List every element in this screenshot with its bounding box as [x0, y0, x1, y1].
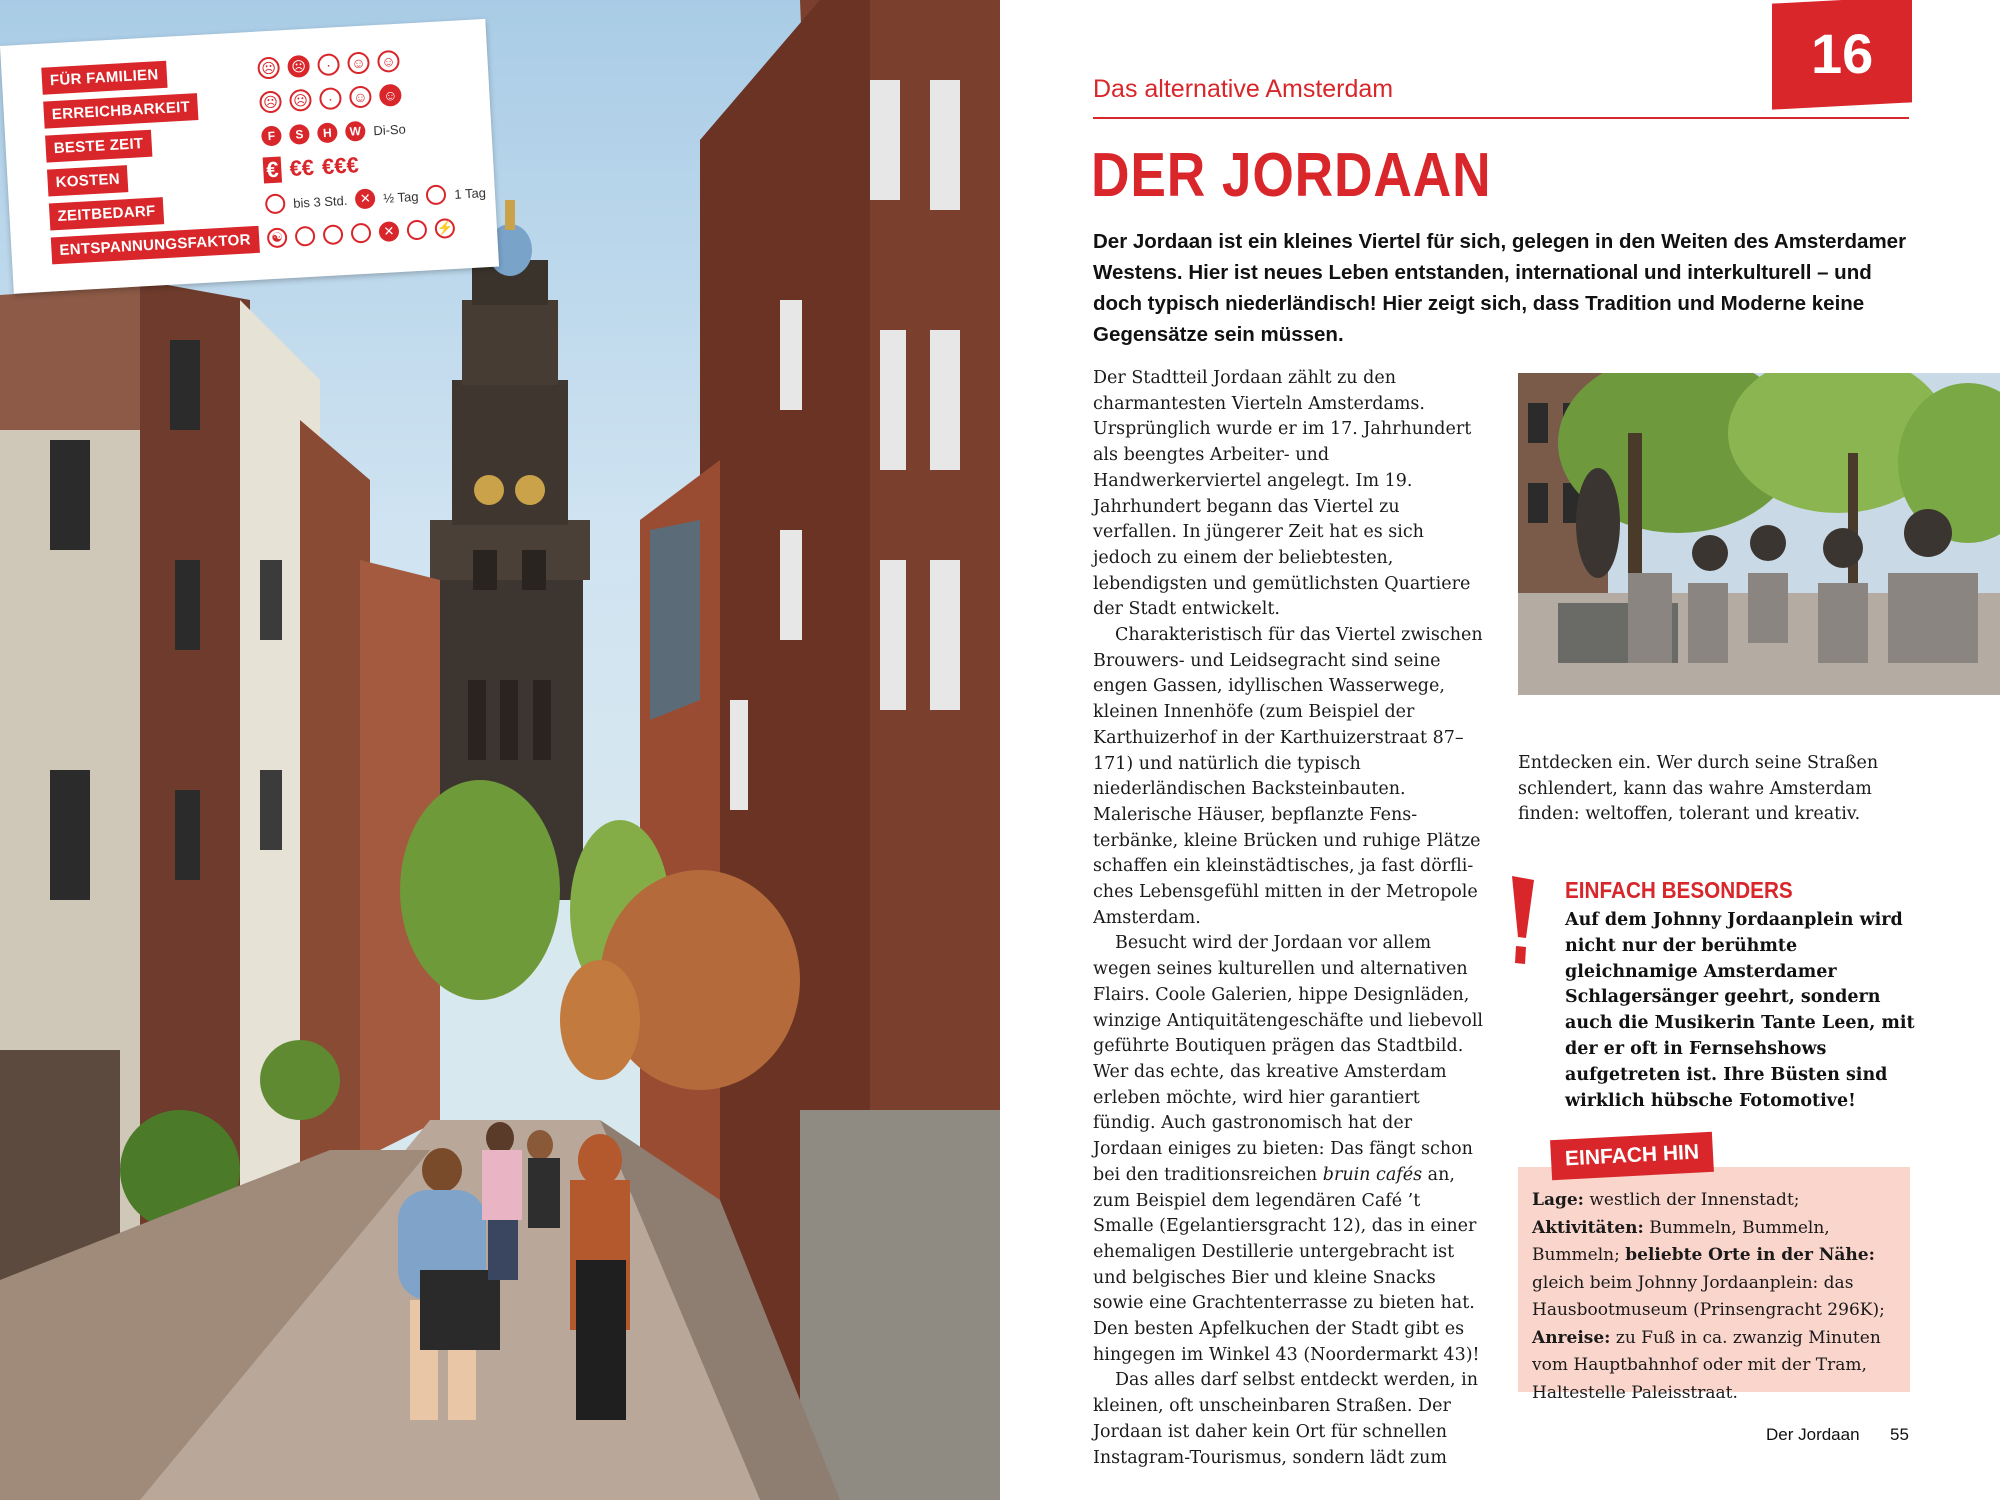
laugh-face-icon: ☺	[377, 50, 400, 73]
neutral-face-icon: ·	[319, 87, 342, 110]
radio-circle-icon	[406, 219, 427, 240]
rating-label-costs: KOSTEN	[47, 165, 129, 196]
rating-label-relaxation: ENTSPANNUNGSFAKTOR	[51, 225, 260, 264]
rating-faces-families	[257, 46, 400, 84]
rating-row-families	[41, 59, 167, 96]
body-paragraph-4-continued: Entdecken ein. Wer durch seine Straßen schlendert, kann das wahre Amsterdam finden: weltoffen, tolerant und kreativ.	[1518, 753, 1879, 825]
rating-row-time	[49, 195, 164, 231]
rating-row-reachability	[43, 91, 199, 130]
rating-row-best-time	[45, 128, 152, 164]
season-summer-icon: S	[289, 124, 310, 145]
jordaanplein-illustration	[1518, 373, 2000, 695]
radio-circle-icon	[426, 184, 447, 205]
body-paragraph-3: Besucht wird der Jordaan vor allem wegen seines kulturellen und alternativen Flairs. Coole Galerien, hippe Designläden, winzige Antiquitätengeschäfte und liebevoll geführte Boutiquen prägen das Stadtbild. Wer das echte, das kreative Amsterdam erleben möchte, wird hier garantiert fündig. Auch gastronomisch hat der Jordaan einiges zu bieten: Das fängt schon bei den traditionsreichen bruin cafés an, zum Beispiel dem legendären Café ’t Smalle (Egelantiersgracht 12), das in einer ehemaligen Destillerie untergebracht ist und belgisches Bier und kleine Snacks sowie eine Grachtenterrasse zu bieten hat. Den besten Apfelkuchen der Stadt gibt es hingegen im Winkel 43 (Noordermarkt 43)!	[1093, 933, 1484, 1365]
body-paragraph-1: Der Stadtteil Jordaan zählt zu den charmantesten Vierteln Amsterdams. Ursprünglich wurde er im 17. Jahrhundert als beengtes Arbeiter- und Handwerkerviertel angelegt. Im 19. Jahrhundert begann das Viertel zu verfallen. In jüngerer Zeit hat es sich jedoch zu einem der beliebtesten, lebendigsten und gemütlichsten Quartiere der Stadt entwickelt.	[1093, 368, 1472, 620]
footer-chapter-title: Der Jordaan	[1766, 1425, 1860, 1444]
rating-row-costs	[47, 163, 129, 197]
season-winter-icon: W	[345, 121, 366, 142]
radio-circle-icon	[265, 193, 286, 214]
neutral-face-icon: ·	[317, 53, 340, 76]
rating-label-families: FÜR FAMILIEN	[41, 60, 167, 94]
time-option-1: bis 3 Std.	[292, 192, 348, 211]
runner-icon: ⚡	[434, 218, 455, 239]
rating-label-reachability: ERREICHBARKEIT	[43, 93, 199, 129]
body-paragraph-2: Charakteristisch für das Viertel zwischen Brouwers- und Leidsegracht sind seine engen Gassen, idyllischen Wasserwege, kleinen Innenhöfe (zum Beispiel der Karthuizerhof in der Karthuizerstraat 87–171) und natürlich die typisch niederländischen Backsteinbauten. Malerische Häuser, bepflanzte Fensterbänke, kleine Brücken und ruhige Plätze schaffen ein kleinstädtisches, ja fast dörfliches Lebensgefühl mitten in der Metropole Amsterdam.	[1093, 625, 1483, 928]
cost-level-3: €€€	[321, 152, 360, 180]
radio-circle-icon	[350, 223, 371, 244]
meditation-icon: ☯	[267, 227, 288, 248]
cost-level-2: €€	[288, 154, 315, 182]
radio-circle-icon	[323, 224, 344, 245]
exclamation-icon	[1508, 876, 1536, 966]
rating-faces-reachability	[259, 80, 402, 118]
intro-text: Der Jordaan ist ein kleines Viertel für sich, gelegen in den Weiten des Amsterdamer Westens. Hier ist neues Leben entstanden, international und interkulturell – und doch typisch niederländisch! Hier zeigt sich, dass Tradition und Moderne keine Gegensätze sein müssen.	[1093, 230, 1907, 346]
sad-face-icon: ☹	[287, 55, 310, 78]
bruin-cafes-term: bruin cafés	[1322, 1164, 1423, 1185]
checked-x-icon: ✕	[355, 188, 376, 209]
aktivitaeten-label: Aktivitäten:	[1532, 1217, 1644, 1238]
anreise-label: Anreise:	[1532, 1327, 1611, 1348]
sad-face-icon: ☹	[259, 90, 282, 113]
season-autumn-icon: H	[317, 122, 338, 143]
chapter-number-badge	[1772, 0, 1912, 110]
smile-face-icon: ☺	[347, 51, 370, 74]
laugh-face-icon: ☺	[379, 84, 402, 107]
johnny-jordaanplein-photo	[1518, 373, 2000, 695]
cost-level-1: €	[263, 156, 283, 183]
radio-circle-icon	[295, 226, 316, 247]
body-paragraph-4: Das alles darf selbst entdeckt werden, in kleinen, oft unscheinbaren Straßen. Der Jordaan ist daher kein Ort für schnellen Instagram-Tourismus, sondern lädt zum	[1093, 1370, 1479, 1468]
lage-label: Lage:	[1532, 1190, 1584, 1210]
rating-relaxation	[266, 213, 455, 253]
sad-face-icon: ☹	[289, 89, 312, 112]
einfach-besonders-text: Auf dem Johnny Jordaanplein wird nicht nur der berühmte gleichnamige Amsterdamer Schlagersänger geehrt, sondern auch die Musikerin Tante Leen, mit der er oft in Fernsehshows aufgetreten ist. Ihre Büsten sind wirklich hübsche Fotomotive!	[1565, 910, 1915, 1111]
einfach-besonders-heading: EINFACH BESONDERS	[1565, 877, 1793, 903]
rating-label-time: ZEITBEDARF	[49, 197, 164, 230]
season-spring-icon: F	[261, 125, 282, 146]
body-column-1	[1093, 366, 1485, 1471]
einfach-hin-text: Lage: westlich der Innenstadt; Aktivitäten: Bummeln, Bummeln, Bummeln; beliebte Orte in der Nähe: gleich beim Johnny Jordaanplein: das Hausbootmuseum (Prinsengracht 296K); Anreise: zu Fuß in ca. zwanzig Minuten vom Hauptbahnhof oder mit der Tram, Haltestelle Paleisstraat.	[1532, 1190, 1885, 1403]
rating-costs	[263, 150, 360, 185]
body-column-2	[1518, 751, 1908, 828]
rating-card	[0, 19, 499, 294]
time-option-2: ½ Tag	[382, 188, 419, 206]
rating-seasons	[261, 114, 407, 152]
time-option-3: 1 Tag	[453, 184, 487, 202]
rating-row-relaxation	[51, 224, 260, 266]
opening-days: Di-So	[372, 120, 407, 138]
rating-label-best-time: BESTE ZEIT	[45, 129, 152, 162]
einfach-hin-tab: EINFACH HIN	[1550, 1132, 1714, 1180]
page-number: 55	[1890, 1425, 1909, 1444]
checked-x-icon: ✕	[378, 221, 399, 242]
header-divider	[1093, 117, 1909, 119]
chapter-number: 16	[1810, 21, 1874, 85]
page-title: DER JORDAAN	[1091, 141, 1492, 210]
section-label: Das alternative Amsterdam	[1093, 75, 1394, 103]
orte-label: beliebte Orte in der Nähe:	[1625, 1245, 1875, 1265]
sad-face-icon: ☹	[257, 56, 280, 79]
smile-face-icon: ☺	[349, 85, 372, 108]
